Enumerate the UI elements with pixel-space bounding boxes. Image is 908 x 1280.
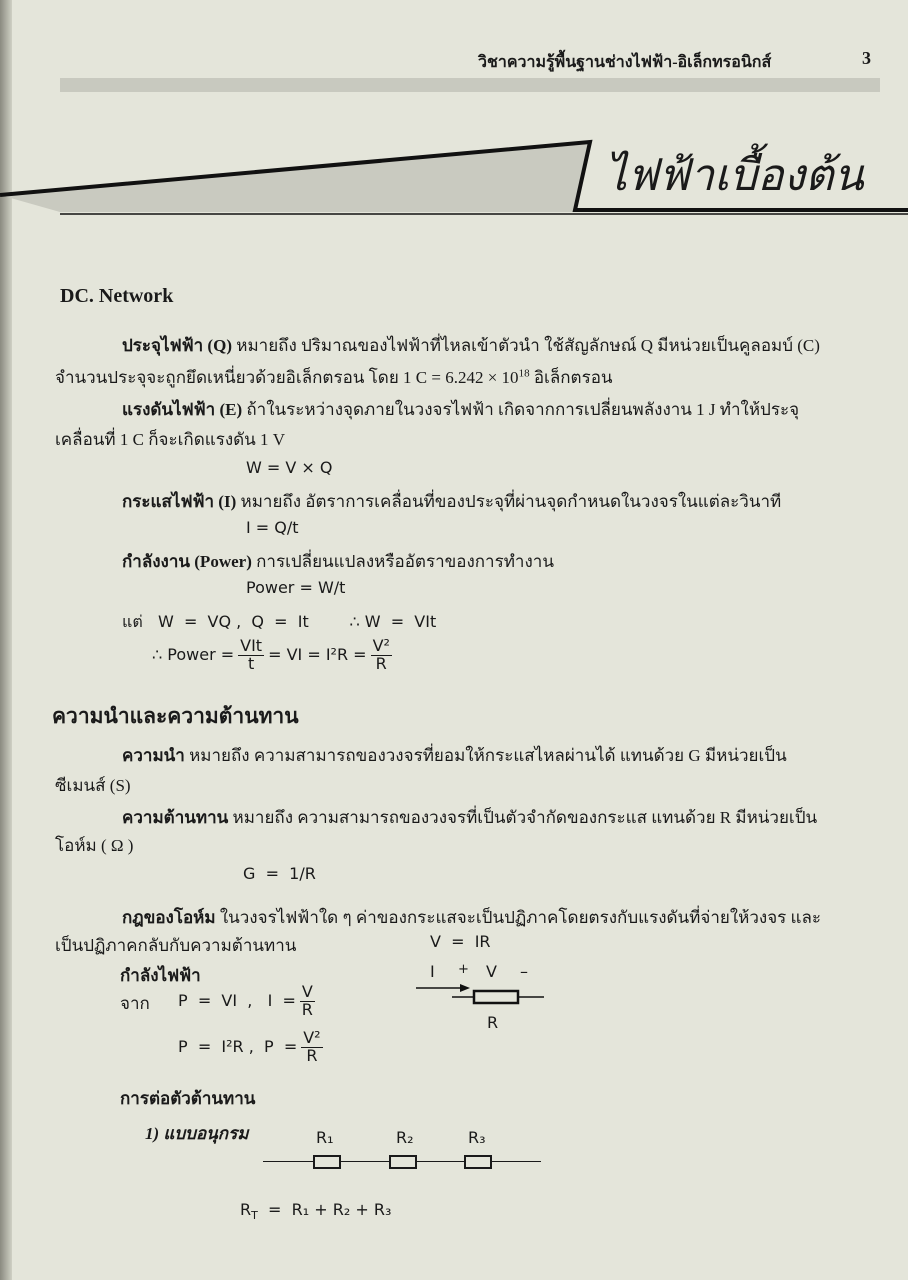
equation: G = 1/R [243,864,316,883]
paragraph-text: เคลื่อนที่ 1 C ก็จะเกิดแรงดัน 1 V [55,430,286,449]
eq-part: = VI = I²R = [268,644,367,664]
page-number: 3 [862,48,871,68]
numerator: V² [372,636,390,655]
term: แรงดันไฟฟ้า (E) [122,400,243,419]
denominator: R [306,1045,318,1065]
paragraph-text: หมายถึง ความสามารถของวงจรที่ยอมให้กระแสไหลผ่านได้ แทนด้วย G มีหน่วยเป็น [189,746,787,765]
eq-part: P = I²R , P = [178,1036,298,1056]
numerator: V² [303,1028,321,1047]
subscript: T [251,1209,258,1223]
power-equation [178,984,319,1019]
term: ประจุไฟฟ้า (Q) [122,336,232,355]
eq-part: ∴ Power = [152,644,235,664]
paragraph-text: จำนวนประจุจะถูกยึดเหนี่ยวด้วยอิเล็กตรอน โดย 1 C = 6.242 × 10 [55,368,519,387]
equation: แต่ W = VQ , Q = It ∴ W = VIt [122,612,437,631]
term: ความต้านทาน [122,808,229,827]
section-heading: ความนำและความต้านทาน [52,704,299,728]
power-equation [178,1030,327,1065]
resistor-label: R₃ [468,1128,486,1147]
paragraph-text: หมายถึง ความสามารถของวงจรที่เป็นตัวจำกัดของกระแส แทนด้วย R มีหน่วยเป็น [232,808,818,827]
header-band [60,78,880,92]
paragraph-text: หมายถึง อัตราการเคลื่อนที่ของประจุที่ผ่านจุดกำหนดในวงจรในแต่ละวินาที [240,492,782,511]
paragraph-text: ในวงจรไฟฟ้าใด ๆ ค่าของกระแสจะเป็นปฏิภาคโดยตรงกับแรงดันที่จ่ายให้วงจร และ [219,908,822,927]
denominator: t [247,653,255,673]
plus-label: + [458,962,469,977]
ohms-law-equation: V = IR [430,932,491,951]
denominator: R [375,653,387,673]
paragraph-text: เป็นปฏิภาคกลับกับความต้านทาน [55,936,297,955]
paragraph-text: อิเล็กตรอน [533,368,613,387]
term: กระแสไฟฟ้า (I) [122,492,237,511]
resistor-3 [464,1155,492,1169]
voltage-label: V [486,962,497,981]
section-heading: การต่อตัวต้านทาน [120,1089,256,1108]
list-item: 1) แบบอนุกรม [145,1124,249,1143]
eq-part: R [240,1200,252,1219]
term: กำลังงาน (Power) [122,552,252,571]
current-label: I [430,962,435,981]
term: ความนำ [122,746,185,765]
resistor-label: R [487,1013,499,1032]
power-equation [152,638,396,673]
denominator: R [301,999,313,1019]
resistor-1 [313,1155,341,1169]
resistor-label: R₂ [396,1128,414,1147]
minus-label: – [520,962,528,981]
paragraph-text: โอห์ม ( Ω ) [55,836,134,855]
subject-title: วิชาความรู้พื้นฐานช่างไฟฟ้า-อิเล็กทรอนิกส์ [478,54,772,71]
resistor-label: R₁ [316,1128,334,1147]
equation: Power = W/t [246,578,346,597]
section-heading: DC. Network [60,285,174,307]
paragraph-text: ซีเมนส์ (S) [55,776,131,795]
paragraph-text: ถ้าในระหว่างจุดภายในวงจรไฟฟ้า เกิดจากการเปลี่ยนพลังงาน 1 J ทำให้ประจุ [246,400,800,419]
equation: I = Q/t [246,518,299,537]
eq-part: P = VI , I = [178,990,296,1010]
exponent: 18 [518,367,530,380]
resistor-2 [389,1155,417,1169]
eq-part: = R₁ + R₂ + R₃ [257,1200,392,1219]
equation: W = V × Q [246,458,333,477]
chapter-title: ไฟฟ้าเบื้องต้น [605,151,864,200]
paragraph-text: หมายถึง ปริมาณของไฟฟ้าที่ไหลเข้าตัวนำ ใช้สัญลักษณ์ Q มีหน่วยเป็นคูลอมบ์ (C) [236,336,820,355]
arrow-icon [412,980,552,1010]
label: จาก [120,994,150,1013]
numerator: VIt [240,636,263,655]
series-equation [240,1200,391,1222]
paragraph-text: การเปลี่ยนแปลงหรืออัตราของการทำงาน [256,552,554,571]
numerator: V [301,982,313,1001]
subheading: กำลังไฟฟ้า [120,966,201,985]
term: กฎของโอห์ม [122,908,216,927]
